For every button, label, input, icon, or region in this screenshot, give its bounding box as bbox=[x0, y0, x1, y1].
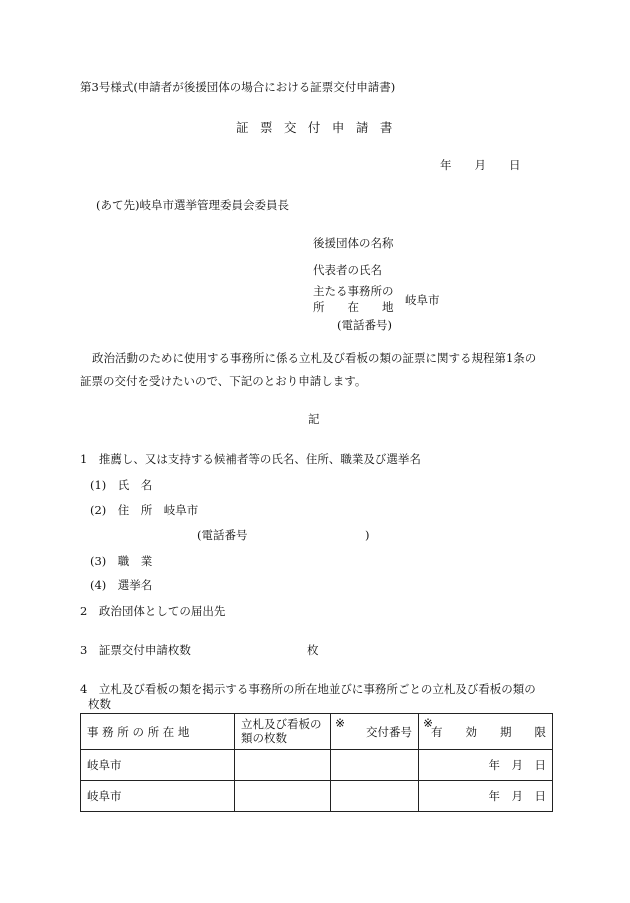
rep-name-label: 代表者の氏名 bbox=[313, 263, 382, 277]
item3-unit: 枚 bbox=[307, 643, 319, 657]
row-sign-count[interactable] bbox=[235, 781, 331, 812]
item1-name: (1) 氏 名 bbox=[90, 478, 153, 492]
item4-heading-line1: 4 立札及び看板の類を掲示する事務所の所在地並びに事務所ごとの立札及び看板の類の bbox=[80, 682, 536, 696]
office-label-line2: 所 在 地 bbox=[313, 300, 394, 314]
header-sign-count-line1: 立札及び看板の bbox=[241, 716, 322, 731]
row-issue-number[interactable] bbox=[331, 781, 419, 812]
asterisk-mark-icon: ※ bbox=[335, 716, 346, 730]
office-city: 岐阜市 bbox=[405, 293, 440, 307]
item4-heading-line2: 枚数 bbox=[88, 697, 111, 711]
table-header-row bbox=[81, 714, 553, 750]
header-issue-number-label: 交付番号 bbox=[366, 724, 412, 739]
item2-heading: 2 政治団体としての届出先 bbox=[80, 604, 226, 618]
row-expiry: 年 月 日 bbox=[419, 781, 553, 812]
item1-heading: 1 推薦し、又は支持する候補者等の氏名、住所、職業及び選挙名 bbox=[80, 452, 421, 466]
ki-heading: 記 bbox=[308, 412, 320, 426]
table-row bbox=[81, 750, 553, 781]
org-name-label: 後援団体の名称 bbox=[313, 236, 394, 250]
row-issue-number[interactable] bbox=[331, 750, 419, 781]
addressee: (あて先)岐阜市選挙管理委員会委員長 bbox=[96, 198, 289, 212]
row-sign-count[interactable] bbox=[235, 750, 331, 781]
header-issue-number bbox=[331, 714, 419, 750]
office-table bbox=[80, 713, 553, 812]
office-label-line1: 主たる事務所の bbox=[313, 284, 394, 298]
row-location: 岐阜市 bbox=[81, 750, 235, 781]
item1-address: (2) 住 所 岐阜市 bbox=[90, 503, 199, 517]
item3-label: 3 証票交付申請枚数 bbox=[80, 643, 191, 657]
item1-occupation: (3) 職 業 bbox=[90, 554, 153, 568]
item1-phone-close: ) bbox=[365, 528, 370, 542]
row-location: 岐阜市 bbox=[81, 781, 235, 812]
item1-election: (4) 選挙名 bbox=[90, 578, 153, 592]
date-line: 年 月 日 bbox=[440, 158, 521, 172]
header-sign-count bbox=[235, 714, 331, 750]
body-text-line2: 証票の交付を受けたいので、下記のとおり申請します。 bbox=[80, 374, 367, 388]
item1-phone-open: (電話番号 bbox=[197, 528, 248, 542]
form-label: 第3号様式(申請者が後援団体の場合における証票交付申請書) bbox=[80, 80, 396, 94]
header-expiry bbox=[419, 714, 553, 750]
header-sign-count-line2: 類の枚数 bbox=[241, 730, 287, 745]
row-expiry: 年 月 日 bbox=[419, 750, 553, 781]
header-location: 事 務 所 の 所 在 地 bbox=[81, 714, 235, 750]
asterisk-mark-icon: ※ bbox=[423, 716, 434, 730]
document-title: 証 票 交 付 申 請 書 bbox=[236, 120, 393, 135]
table-row bbox=[81, 781, 553, 812]
body-text-line1: 政治活動のために使用する事務所に係る立札及び看板の類の証票に関する規程第1条の bbox=[92, 351, 537, 365]
phone-label: (電話番号) bbox=[337, 318, 392, 332]
header-expiry-label: 有 効 期 限 bbox=[431, 724, 546, 739]
